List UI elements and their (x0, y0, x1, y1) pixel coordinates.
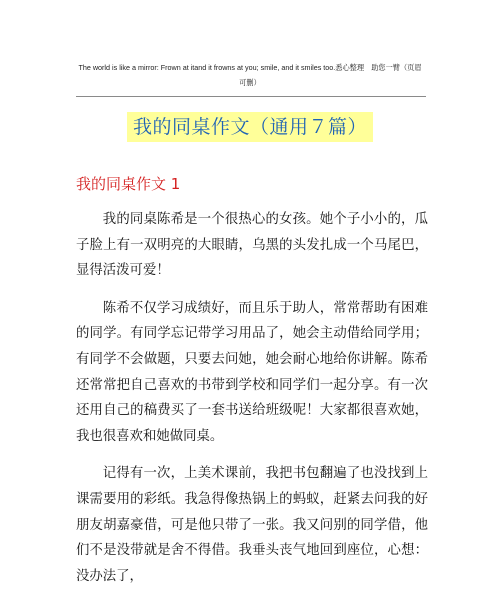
paragraph: 记得有一次，上美术课前，我把书包翻遍了也没找到上课需要用的彩纸。我急得像热锅上的蚂蚁，赶紧去问我的好朋友胡嘉豪借，可是他只带了一张。我又问别的同学借，他们不是没带就是舍不得借。我垂头丧气地回到座位，心想：没办法了， (76, 466, 428, 584)
article-body (76, 207, 428, 601)
paragraph: 陈希不仅学习成绩好，而且乐于助人，常常帮助有困难的同学。有同学忘记带学习用品了，她会主动借给同学用；有同学不会做题，只要去问她，她会耐心地给你讲解。陈希还常常把自己喜欢的书带到学校和同学们一起分享。有一次还用自己的稿费买了一套书送给班级呢！大家都很喜欢她，我也很喜欢和她做同桌。 (76, 300, 428, 444)
section-heading: 我的同桌作文 1 (76, 175, 181, 193)
title-container (0, 112, 500, 142)
header-line-2: 可删） (239, 78, 261, 87)
page-header (70, 60, 430, 90)
header-line-1: The world is like a mirror: Frown at itand it frowns at you; smile, and it smiles too.悉心整理 助您一臂（页眉 (78, 63, 422, 72)
paragraph: 我的同桌陈希是一个很热心的女孩。她个子小小的，瓜子脸上有一双明亮的大眼睛，乌黑的头发扎成一个马尾巴，显得活泼可爱！ (76, 212, 428, 279)
document-title: 我的同桌作文（通用７篇） (127, 112, 373, 142)
header-divider (76, 96, 426, 97)
